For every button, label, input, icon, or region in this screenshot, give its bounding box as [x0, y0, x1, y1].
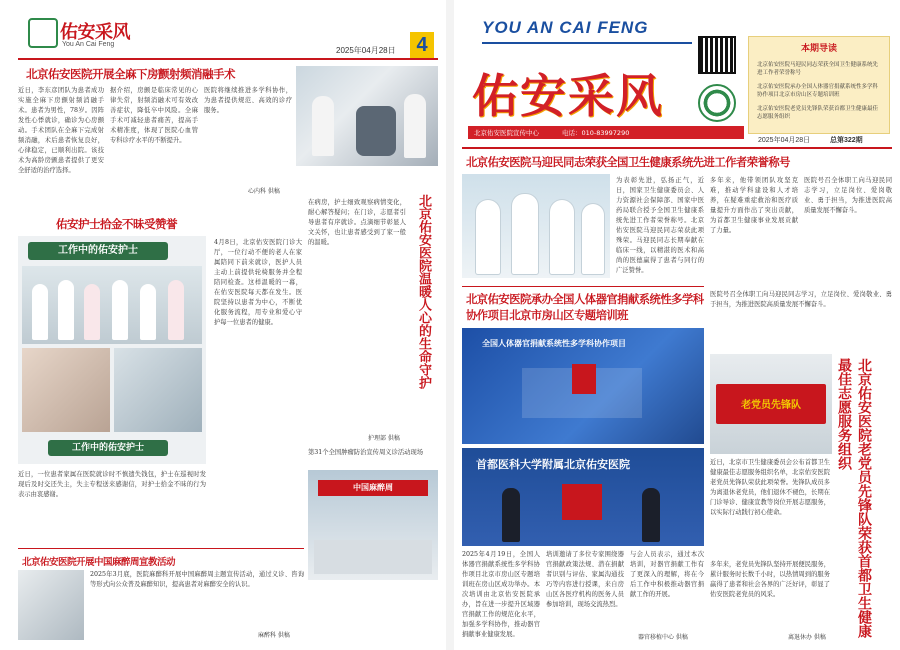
nurse-honesty-text: 近日，一位患者家属在医院就诊时不慎遗失钱包，护士在巡视时发现后及时交还失主，失主专程送来感谢信，对护士拾金不昧的行为表示由衷感谢。 [18, 471, 206, 498]
guide-title: 本期导读 [800, 44, 837, 54]
nurse-1 [32, 284, 48, 340]
header-en-title: YOU AN CAI FENG [482, 18, 649, 37]
right-masthead-title: 佑安采风 [472, 69, 664, 123]
photo-ward-visit [296, 66, 438, 166]
training-byline: 器官移植中心 供稿 [638, 634, 688, 641]
left-date: 2025年04月28日 [336, 46, 396, 55]
nurses-group-photo [22, 266, 202, 344]
afib-text-col3: 医院将继续推进多学科协作，为患者提供规范、高效的诊疗服务。 [204, 87, 292, 114]
doctor-4 [582, 204, 604, 274]
right-page [462, 8, 892, 644]
feature-text-col2: 在病房，护士细致观察病情变化，耐心解答疑问；在门诊，志愿者引导患者有序就诊。点滴细节彰显人文关怀，也让患者感受到了家一般的温暖。 [308, 199, 406, 246]
figure-nurse [312, 96, 334, 156]
left-page [18, 8, 438, 644]
photo-training-stage [462, 448, 704, 546]
afib-byline: 心内科 供稿 [248, 188, 280, 195]
photo-anesthesia-staff [18, 570, 84, 640]
award-text-col1: 为表彰先进，弘扬正气，近日，国家卫生健康委员会、人力资源社会保障部、国家中医药局联合授予全国卫生健康系统先进工作者荣誉称号。北京佑安医院马迎民同志荣获此项殊荣。马迎民同志长期奉献在临床一线，以精湛的医术和高尚的医德赢得了患者与同行的广泛赞誉。 [616, 177, 704, 274]
publisher-text: 北京佑安医院宣传中心 [474, 129, 539, 137]
figure-doctor [404, 94, 426, 158]
guide-box [748, 36, 890, 134]
banner-line-1: 全国人体器官捐献系统性多学科协作项目 [482, 339, 626, 348]
doctor-1 [476, 200, 500, 274]
volunteer-flag [716, 384, 826, 424]
stage-person-1 [502, 488, 520, 542]
page-number: 4 [410, 32, 434, 58]
anesthesia-table [314, 540, 432, 574]
nurse-2 [58, 280, 74, 340]
header-rule [18, 58, 438, 60]
training-text-col2: 培训邀请了多位专家围绕器官捐献政策法规、潜在捐献者识别与评估、家属沟通技巧等内容进行授课，来自房山区各医疗机构的医务人员参加培训，现场交流热烈。 [546, 551, 624, 608]
right-header-rule [462, 147, 892, 149]
stage-flag [562, 484, 602, 520]
headline-nurse-honesty: 佑安护士拾金不昧受赞誉 [56, 217, 177, 231]
nurses-sign-top: 工作中的佑安护士 [28, 242, 168, 260]
masthead-logo-icon [28, 18, 58, 48]
doctor-2 [512, 194, 538, 274]
photo-caption-text: 第31个全国肿瘤防治宣传周义诊活动现场 [308, 449, 424, 456]
right-date: 2025年04月28日 [758, 137, 811, 144]
figure-wheelchair [356, 106, 396, 156]
feature-byline: 护理部 供稿 [368, 435, 400, 442]
nurse-6 [168, 280, 184, 340]
volunteer-text-col2: 多年来，老党员先锋队坚持开展便民服务，累计服务时长数千小时，以热情周到的服务赢得了患者和社会各界的广泛好评，彰显了佑安医院老党员的风采。 [710, 561, 830, 598]
award-text-col3: 医院号召全体职工向马迎民同志学习，立足岗位、爱岗敬业、勇于担当，为推进医院高质量发展不懈奋斗。 [804, 177, 892, 214]
bottom-rule [18, 548, 304, 549]
headline-award-ma-yingmin: 北京佑安医院马迎民同志荣获全国卫生健康系统先进工作者荣誉称号 [466, 156, 790, 169]
left-masthead-title: 佑安采风 [60, 22, 130, 43]
photo-anesthesia-week [308, 470, 438, 580]
phone-text: 电话：010-83997290 [562, 129, 630, 137]
qr-code-icon [698, 36, 736, 74]
award-continuation: 医院号召全体职工向马迎民同志学习，立足岗位、爱岗敬业、勇于担当，为推进医院高质量发展不懈奋斗。 [710, 291, 892, 308]
photo-nurses-collage [18, 236, 206, 464]
photo-award-recipient [462, 174, 610, 278]
headline-organ-donation-line1: 北京佑安医院承办全国人体器官捐献系统性多学科协作项目北京市房山区专题培训班 [466, 293, 704, 322]
feature-text-col: 4月8日，北京佑安医院门诊大厅，一位行动不便的老人在家属陪同下前来就诊，医护人员主动上前提供轮椅服务并全程陪同检查。这样温暖的一幕，在佑安医院每天都在发生。医院坚持以患者为中心，不断优化服务流程，用专业和爱心守护每一位患者的健康。 [214, 239, 302, 326]
stage-banner-text: 首都医科大学附属北京佑安医院 [476, 458, 630, 471]
vertical-headline-life-guard: 北京佑安医院温暖人心的生命守护 [416, 194, 431, 389]
afib-text-col1: 近日，李东彦团队为患者成功实施全麻下房颤射频消融手术。患者为男性，78岁。因阵发性心悸就诊，确诊为心房颤动。手术团队在全麻下完成射频消融，术后患者恢复良好，心律稳定，已顺利出院。该技术为高龄房颤患者提供了更安全舒适的治疗选择。 [18, 87, 104, 174]
anesthesia-banner: 中国麻醉周 [318, 480, 428, 496]
training-text-col1: 2025年4月19日，全国人体器官捐献系统性多学科协作项目北京市房山区专题培训班在房山区成功举办。本次培训由北京佑安医院承办，旨在进一步提升区域器官捐献工作的规范化水平，加强多学科协作，推动器官捐献事业健康发展。 [462, 551, 540, 638]
anesthesia-byline: 麻醉科 供稿 [258, 632, 290, 639]
nurse-4 [112, 280, 128, 340]
wechat-qr-icon [698, 84, 736, 122]
second-rule [462, 286, 704, 287]
afib-text-col2: 据介绍，房颤是临床常见的心律失常，射频消融术可有效改善症状，降低卒中风险。全麻手术可减轻患者痛苦，提高手术精准度，体现了医院心血管专科诊疗水平的不断提升。 [110, 87, 198, 144]
banner-flag [572, 364, 596, 394]
stage-person-2 [642, 488, 660, 542]
photo-volunteer-team [710, 354, 832, 454]
nurses-work-photo [22, 348, 110, 432]
training-text-col3: 与会人员表示，通过本次培训，对器官捐献工作有了更深入的理解，将在今后工作中积极推动器官捐献工作的开展。 [630, 551, 704, 598]
nurses-care-photo [114, 348, 202, 432]
volunteer-flag-text: 老党员先锋队 [741, 400, 801, 411]
anesthesia-text: 2025年3月底，医院麻醉科开展中国麻醉周主题宣传活动，通过义诊、咨询等形式向公众普及麻醉知识，提高患者对麻醉安全的认识。 [90, 571, 304, 588]
headline-afib-surgery: 北京佑安医院开展全麻下房颤射频消融手术 [26, 67, 235, 81]
volunteer-text-col1: 近日，北京市卫生健康委员会公布首都卫生健康最佳志愿服务组织名单，北京佑安医院老党员先锋队荣获此项荣誉。先锋队成员多为离退休老党员，他们退休不褪色，长期在门诊导诊、健康宣教等岗位开展志愿服务，以实际行动践行初心使命。 [710, 459, 830, 516]
nurses-sign-bottom: 工作中的佑安护士 [48, 440, 168, 456]
photo-training-banner [462, 328, 704, 444]
header-en-rule [482, 42, 692, 44]
volunteer-byline: 离退休办 供稿 [788, 634, 826, 641]
guide-item-2: 北京佑安医院承办全国人体器官捐献系统性多学科协作项目北京市房山区专题培训班 [757, 84, 879, 98]
guide-item-3: 北京佑安医院老党员先锋队荣获首都卫生健康最佳志愿服务组织 [757, 106, 879, 120]
nurse-3 [84, 284, 100, 340]
headline-anesthesia-week: 北京佑安医院开展中国麻醉周宣教活动 [22, 557, 176, 568]
left-masthead-pinyin: You An Cai Feng [62, 41, 115, 48]
page-spread-gap [446, 0, 454, 650]
vertical-headline-volunteer: 北京佑安医院老党员先锋队荣获首都卫生健康最佳志愿服务组织 [836, 358, 872, 638]
issue-number: 总第322期 [830, 137, 863, 144]
nurse-5 [140, 284, 156, 340]
guide-item-1: 北京佑安医院马迎民同志荣获全国卫生健康系统先进工作者荣誉称号 [757, 62, 879, 76]
doctor-3 [550, 200, 574, 274]
award-text-col2: 多年来，他带领团队攻坚克难，推动学科建设和人才培养，在疑难重症救治和医疗质量提升方面作出了突出贡献，为首都卫生健康事业发展贡献了力量。 [710, 177, 798, 234]
